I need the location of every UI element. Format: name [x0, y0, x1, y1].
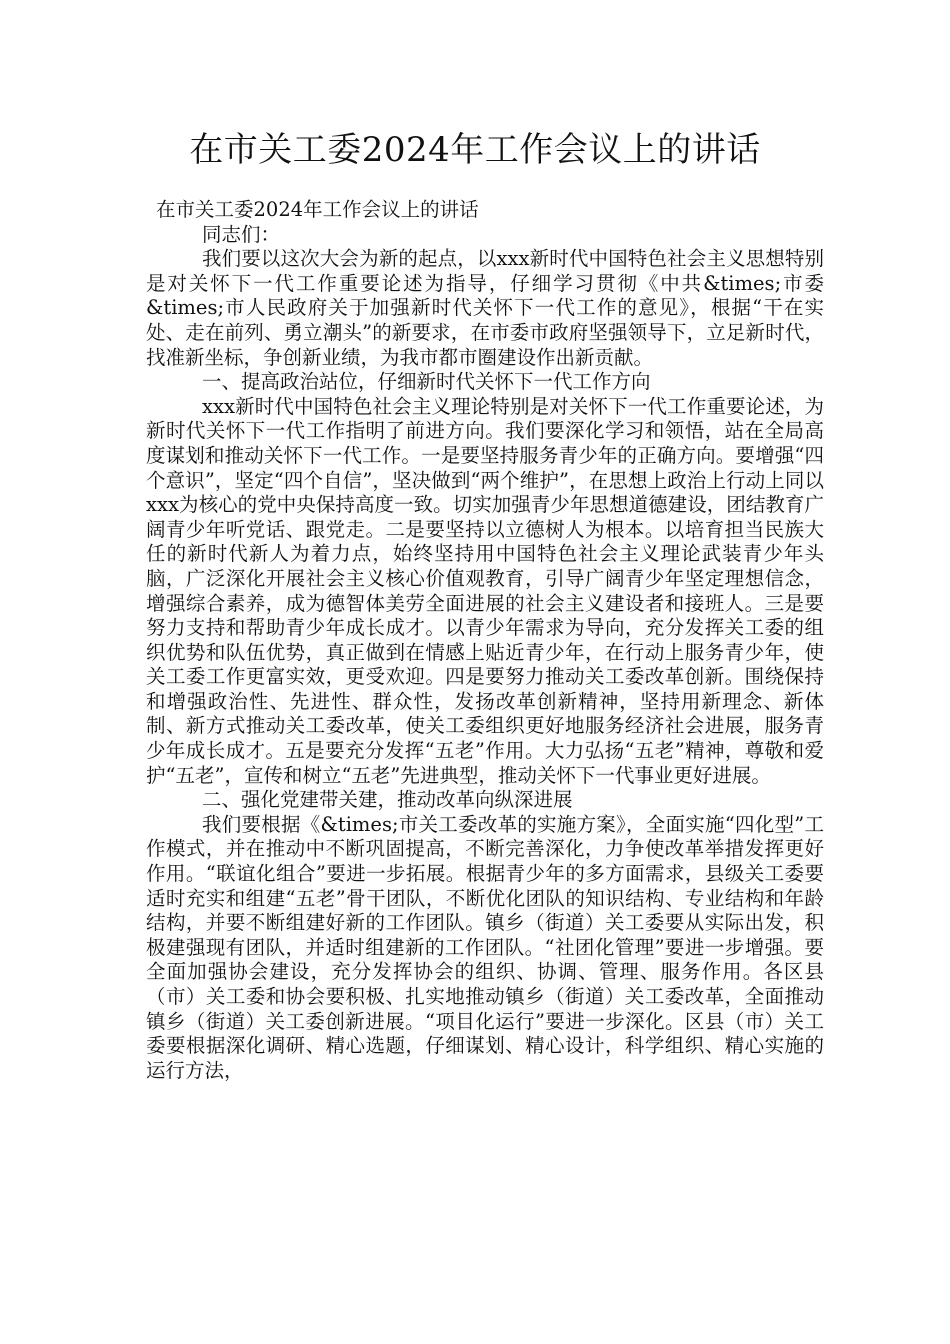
- salutation: 同志们：: [202, 222, 281, 246]
- intro-paragraph: 我们要以这次大会为新的起点，以xxx新时代中国特色社会主义思想特别是对关怀下一代工作重要论述为指导，仔细学习贯彻《中共&times;市委&times;市人民政府关于加强新时代关怀下一代工作的意见》，根据“干在实处、走在前列、勇立潮头”的新要求，在市委市政府坚强领导下，立足新时代，找准新坐标，争创新业绩，为我市都市圈建设作出新贡献。: [146, 247, 824, 369]
- speech-subtitle: 在市关工委2024年工作会议上的讲话: [156, 198, 479, 221]
- page-title: 在市关工委2024年工作会议上的讲话: [189, 130, 761, 170]
- section-heading-2: 二、强化党建带关建，推动改革向纵深进展: [202, 788, 573, 812]
- section-2-paragraph: 我们要根据《&times;市关工委改革的实施方案》，全面实施“四化型”工作模式，并在推动中不断巩固提高，不断完善深化，力争使改革举措发挥更好作用。“联谊化组合”要进一步拓展。根据青少年的多方面需求，县级关工委要适时充实和组建“五老”骨干团队，不断优化团队的知识结构、专业结构和年龄结构，并要不断组建好新的工作团队。镇乡（街道）关工委要从实际出发，积极建强现有团队，并适时组建新的工作团队。“社团化管理”要进一步增强。要全面加强协会建设，充分发挥协会的组织、协调、管理、服务作用。各区县（市）关工委和协会要积极、扎实地推动镇乡（街道）关工委改革，全面推动镇乡（街道）关工委创新进展。“项目化运行”要进一步深化。区县（市）关工委要根据深化调研、精心选题，仔细谋划、精心设计，科学组织、精心实施的运行方法，: [146, 812, 824, 1082]
- document-body: [146, 198, 824, 1083]
- section-1-paragraph: xxx新时代中国特色社会主义理论特别是对关怀下一代工作重要论述，为新时代关怀下一代工作指明了前进方向。我们要深化学习和领悟，站在全局高度谋划和推动关怀下一代工作。一是要坚持服务青少年的正确方向。要增强“四个意识”，坚定“四个自信”，坚决做到“两个维护”，在思想上政治上行动上同以xxx为核心的党中央保持高度一致。切实加强青少年思想道德建设，团结教育广阔青少年听党话、跟党走。二是要坚持以立德树人为根本。以培育担当民族大任的新时代新人为着力点，始终坚持用中国特色社会主义理论武装青少年头脑，广泛深化开展社会主义核心价值观教育，引导广阔青少年坚定理想信念，增强综合素养，成为德智体美劳全面进展的社会主义建设者和接班人。三是要努力支持和帮助青少年成长成才。以青少年需求为导向，充分发挥关工委的组织优势和队伍优势，真正做到在情感上贴近青少年，在行动上服务青少年，使关工委工作更富实效，更受欢迎。四是要努力推动关工委改革创新。围绕保持和增强政治性、先进性、群众性，发扬改革创新精神，坚持用新理念、新体制、新方式推动关工委改革，使关工委组织更好地服务经济社会进展，服务青少年成长成才。五是要充分发挥“五老”作用。大力弘扬“五老”精神，尊敬和爱护“五老”，宣传和树立“五老”先进典型，推动关怀下一代事业更好进展。: [146, 394, 824, 787]
- section-heading-1: 一、提高政治站位，仔细新时代关怀下一代工作方向: [202, 370, 651, 394]
